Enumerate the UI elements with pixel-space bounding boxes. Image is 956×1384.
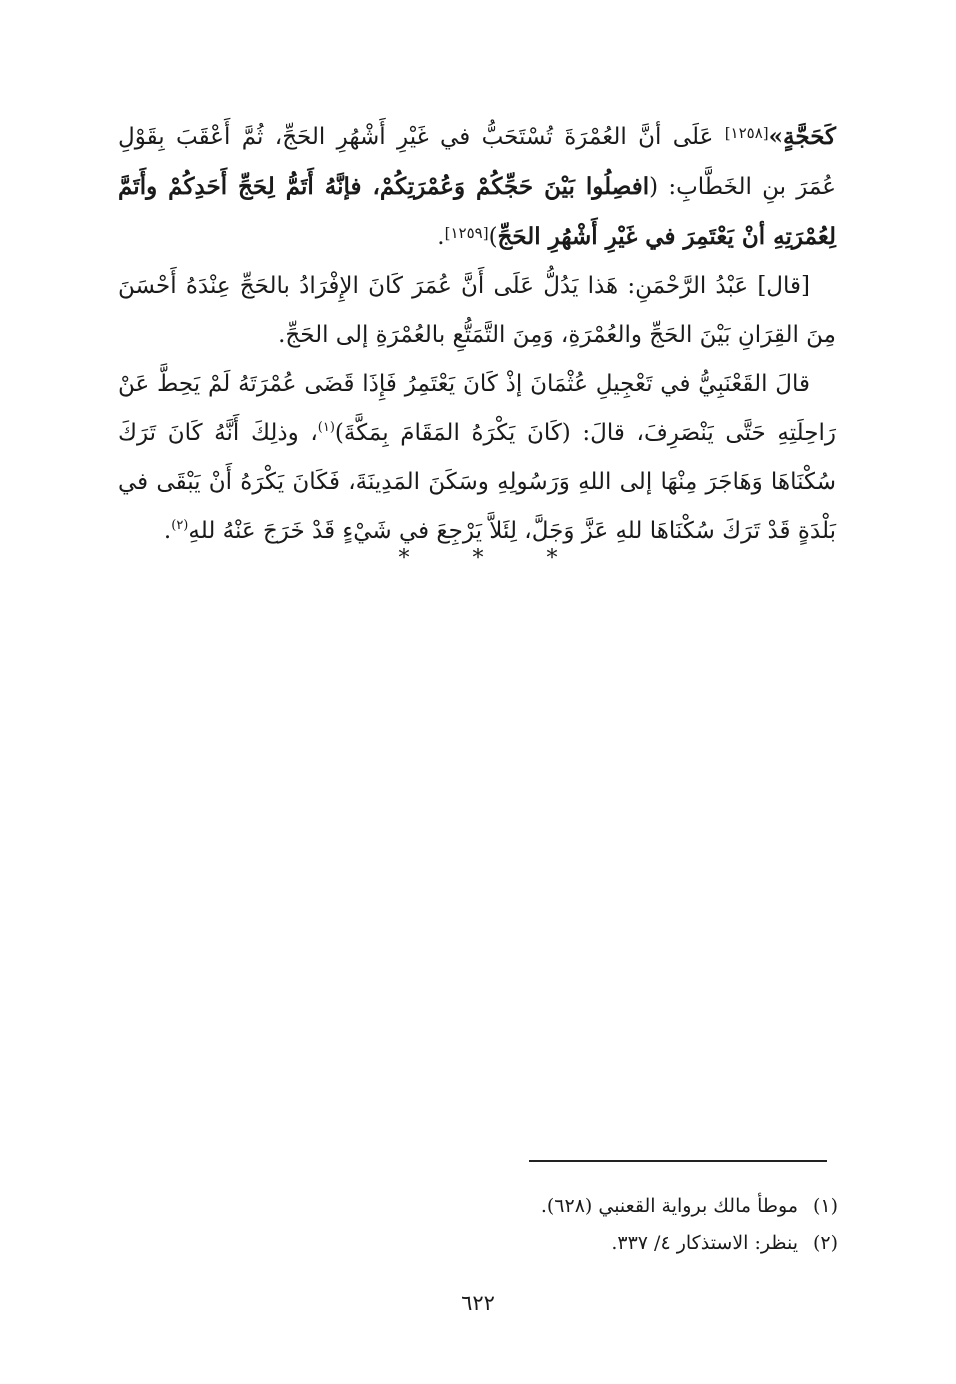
footnote-item	[400, 1188, 838, 1225]
footnote-marker: (٢)	[171, 518, 189, 533]
footnote-item	[400, 1225, 838, 1262]
main-text	[118, 112, 836, 556]
footnote-divider	[529, 1160, 827, 1162]
paragraph-text: عَلَى أنَّ العُمْرَةَ تُسْتَحَبُّ في غَيْرِ أَشْهُرِ الحَجِّ، ثُمَّ أَعْقَبَ بِقَوْلِ عُمَرَ بنِ الخَطَّابِ: (	[118, 124, 836, 200]
paragraph-text: ، وذلِكَ أَنَّهُ كَانَ تَرَكَ سُكْنَاهَا وَهَاجَرَ مِنْهَا إلى اللهِ وَرَسُولِهِ وسَكَنَ المَدِينَةَ، فَكَانَ يَكْرَهُ أَنْ يَبْقَى في بَلْدَةٍ قَدْ تَرَكَ سُكْنَاهَا للهِ عَزَّ وَجَلَّ، لِئَلاَّ يَرْجِعَ في شَيْءٍ قَدْ خَرَجَ عَنْهُ للهِ	[118, 420, 836, 544]
footnotes	[400, 1188, 838, 1262]
reference-marker: [١٢٥٩]	[444, 224, 489, 242]
footnote-text: موطأ مالك برواية القعنبي (٦٢٨).	[540, 1195, 798, 1217]
sentence-end: .	[163, 518, 172, 544]
quote-close: )	[488, 224, 498, 250]
footnote-marker: (١)	[317, 420, 335, 435]
paragraph-text: قالَ القَعْنَبِيُّ في تَعْجِيلِ عُثْمَانَ إذْ كَانَ يَعْتَمِرُ فَإِذَا قَضَى عُمْرَتَهُ لَمْ يَحِطَّ عَنْ رَاحِلَتِهِ حَتَّى يَنْصَرِفَ، قالَ: (كَانَ يَكْرَهُ المَقَامَ بِمَكَّةَ)	[118, 371, 836, 446]
footnote-number: (٢)	[812, 1232, 838, 1254]
reference-marker: [١٢٥٨]	[724, 124, 769, 142]
emphasized-text: كَحَجَّةٍ»	[768, 123, 836, 150]
section-separator: * * *	[398, 546, 586, 571]
paragraph-3	[118, 360, 836, 556]
paragraph-text: [قال] عَبْدُ الرَّحْمَنِ: هَذا يَدُلُّ عَلَى أَنَّ عُمَرَ كَانَ الإِفْرَادُ بالحَجِّ عِنْدَهُ أَحْسَنَ مِنَ القِرَانِ بَيْنَ الحَجِّ والعُمْرَةِ، وَمِنَ التَّمَتُّعِ بالعُمْرَةِ إلى الحَجِّ.	[118, 273, 836, 348]
quoted-text: افصِلُوا بَيْنَ حَجِّكُمْ وَعُمْرَتِكُمْ، فإنَّهُ أَتَمُّ لِحَجِّ أَحَدِكُمْ وأَتَمَّ لِعُمْرَتِهِ أنْ يَعْتَمِرَ في غَيْرِ أَشْهُرِ الحَجِّ	[118, 173, 836, 250]
footnote-text: ينظر: الاستذكار ٤/ ٣٣٧.	[611, 1232, 798, 1254]
sentence-end: .	[437, 224, 445, 250]
footnote-number: (١)	[812, 1195, 838, 1217]
paragraph-1	[118, 112, 836, 262]
page-number: ٦٢٢	[461, 1291, 495, 1315]
paragraph-2	[118, 262, 836, 360]
